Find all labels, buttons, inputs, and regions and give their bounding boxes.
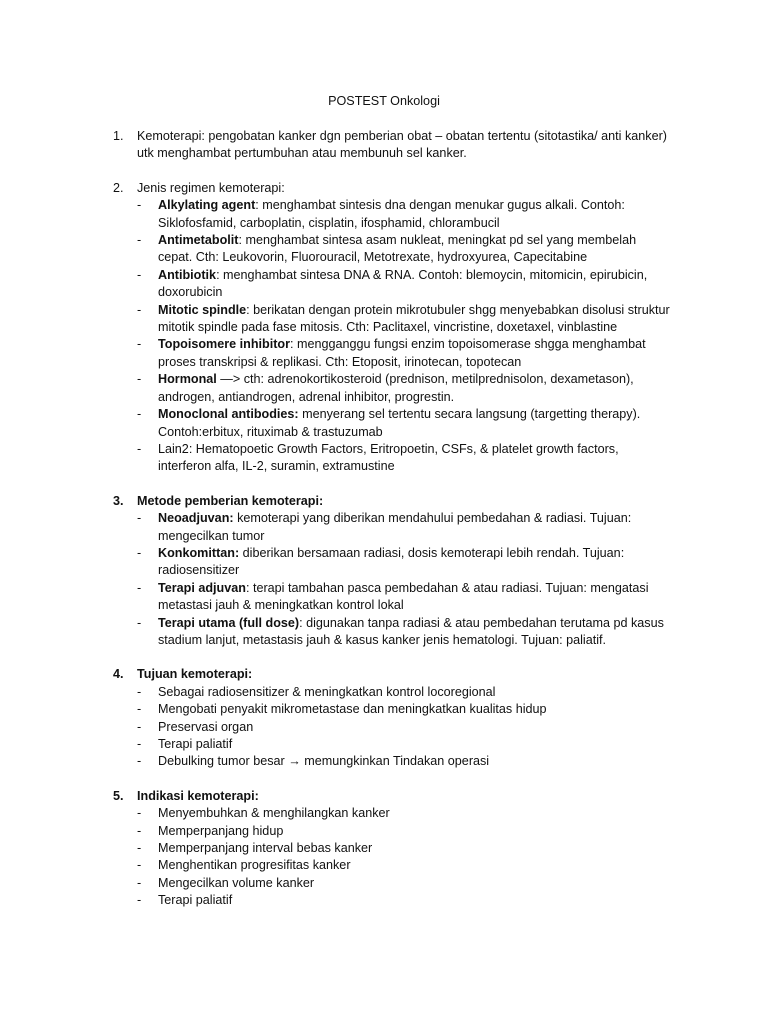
dash-bullet: - <box>137 545 142 560</box>
list-item <box>137 371 673 406</box>
item-text: : menghambat sintesis dna dengan menukar gugus alkali. Contoh: Siklofosfamid, carboplatin, cisplatin, ifosphamid, chlorambucil <box>158 198 625 230</box>
item-text: Terapi paliatif <box>158 893 233 908</box>
item-term: Mitotic spindle <box>158 302 247 317</box>
dash-bullet: - <box>137 337 142 352</box>
section-number: 3. <box>113 493 124 508</box>
list-item <box>137 719 673 736</box>
item-text: Mengobati penyakit mikrometastase dan meningkatkan kualitas hidup <box>158 702 547 717</box>
document-title: POSTEST Onkologi <box>328 94 440 108</box>
list-item <box>137 441 673 476</box>
list-item <box>137 857 673 874</box>
dash-bullet: - <box>137 233 142 248</box>
section-number: 4. <box>113 667 124 682</box>
list-item <box>137 545 673 580</box>
dash-bullet: - <box>137 806 142 821</box>
dash-bullet: - <box>137 302 142 317</box>
dash-bullet: - <box>137 719 142 734</box>
bullet-list <box>137 684 673 771</box>
dash-bullet: - <box>137 754 142 769</box>
list-item <box>137 840 673 857</box>
item-text: Terapi paliatif <box>158 737 233 751</box>
dash-bullet: - <box>137 580 142 595</box>
list-item <box>137 197 673 232</box>
item-term: Terapi adjuvan <box>158 580 246 595</box>
item-text: : mengganggu fungsi enzim topoisomerase shgga menghambat proses transkripsi & replikasi. Cth: Etoposit, irinotecan, topotecan <box>158 337 646 369</box>
section-2 <box>113 180 673 476</box>
dash-bullet: - <box>137 893 142 908</box>
list-item <box>137 302 673 337</box>
item-text: Sebagai radiosensitizer & meningkatkan kontrol locoregional <box>158 684 496 699</box>
dash-bullet: - <box>137 875 142 890</box>
item-text: : menghambat sintesa asam nukleat, meningkat pd sel yang membelah cepat. Cth: Leukovorin, Fluorouracil, Metotrexate, hydroxyurea, Capecitabine <box>158 233 637 265</box>
item-text: : menghambat sintesa DNA & RNA. Contoh: blemoycin, mitomicin, epirubicin, doxorubicin <box>158 267 648 300</box>
dash-bullet: - <box>137 407 142 422</box>
item-text: menyerang sel tertentu secara langsung (targetting therapy). Contoh:erbitux, rituximab & trastuzumab <box>158 407 641 439</box>
list-item <box>137 267 673 302</box>
dash-bullet: - <box>137 267 142 282</box>
section-number: 2. <box>113 180 124 195</box>
list-item <box>137 892 673 909</box>
item-term: Terapi utama (full dose) <box>158 615 300 630</box>
item-text: Memperpanjang interval bebas kanker <box>158 841 373 856</box>
item-text: Menyembuhkan & menghilangkan kanker <box>158 806 390 821</box>
list-item <box>137 406 673 441</box>
dash-bullet: - <box>137 702 142 717</box>
item-text: Debulking tumor besar → memungkinkan Tindakan operasi <box>158 754 490 769</box>
item-term: Neoadjuvan: <box>158 511 234 526</box>
dash-bullet: - <box>137 823 142 838</box>
list-item <box>137 615 673 650</box>
item-text: Lain2: Hematopoetic Growth Factors, Eritropoetin, CSFs, & platelet growth factors, interferon alfa, IL-2, suramin, extramustine <box>158 441 619 474</box>
item-text: : terapi tambahan pasca pembedahan & atau radiasi. Tujuan: mengatasi metastasi jauh & meningkatkan kontrol lokal <box>158 580 649 613</box>
section-heading: Jenis regimen kemoterapi: <box>137 180 285 195</box>
section-3 <box>113 493 673 650</box>
item-term: Antibiotik <box>158 267 217 282</box>
section-4 <box>113 666 673 770</box>
item-term: Hormonal <box>158 372 217 387</box>
document-body <box>113 128 673 927</box>
list-item <box>137 580 673 615</box>
section-heading: Metode pemberian kemoterapi: <box>137 493 324 508</box>
bullet-list <box>137 805 673 909</box>
item-term: Konkomittan: <box>158 545 240 560</box>
item-text: kemoterapi yang diberikan mendahului pembedahan & radiasi. Tujuan: mengecilkan tumor <box>158 511 632 543</box>
item-text: Preservasi organ <box>158 719 254 734</box>
dash-bullet: - <box>137 841 142 856</box>
list-item <box>137 232 673 267</box>
list-item <box>137 336 673 371</box>
list-item <box>137 736 673 753</box>
dash-bullet: - <box>137 511 142 526</box>
section-heading: Indikasi kemoterapi: <box>137 788 259 803</box>
bullet-list <box>137 197 673 476</box>
dash-bullet: - <box>137 684 142 699</box>
section-number: 5. <box>113 788 124 803</box>
item-term: Alkylating agent <box>158 198 256 213</box>
dash-bullet: - <box>137 615 142 630</box>
list-item <box>137 805 673 822</box>
list-item <box>137 701 673 718</box>
item-text: : digunakan tanpa radiasi & atau pembedahan terutama pd kasus stadium lanjut, metastasis jauh & kasus kanker jenis hematologi. Tujuan: paliatif. <box>158 615 664 647</box>
dash-bullet: - <box>137 372 142 387</box>
item-text: —> cth: adrenokortikosteroid (prednison, metilprednisolon, dexametason), androgen, antiandrogen, adrenal inhibitor, progrestin. <box>158 372 634 404</box>
section-heading: Tujuan kemoterapi: <box>137 667 253 682</box>
list-item <box>137 684 673 701</box>
section-text: Kemoterapi: pengobatan kanker dgn pemberian obat – obatan tertentu (sitotastika/ anti kanker) utk menghambat pertumbuhan atau membunuh sel kanker. <box>137 129 667 161</box>
list-item <box>137 875 673 892</box>
item-term: Topoisomere inhibitor <box>158 337 291 352</box>
section-5 <box>113 788 673 910</box>
item-text: Memperpanjang hidup <box>158 823 284 838</box>
list-item <box>137 823 673 840</box>
item-term: Antimetabolit <box>158 233 239 248</box>
item-text: Mengecilkan volume kanker <box>158 875 315 890</box>
bullet-list <box>137 510 673 649</box>
item-text: : berikatan dengan protein mikrotubuler shgg menyebabkan disolusi struktur mitotik spindle pada fase mitosis. Cth: Paclitaxel, vincristine, doxetaxel, vinblastine <box>158 302 670 335</box>
section-1 <box>113 128 673 163</box>
dash-bullet: - <box>137 858 142 873</box>
item-term: Monoclonal antibodies: <box>158 407 299 422</box>
dash-bullet: - <box>137 441 142 456</box>
list-item <box>137 753 673 770</box>
list-item <box>137 510 673 545</box>
item-text: diberikan bersamaan radiasi, dosis kemoterapi lebih rendah. Tujuan: radiosensitizer <box>158 545 625 578</box>
dash-bullet: - <box>137 737 142 751</box>
item-text: Menghentikan progresifitas kanker <box>158 858 351 873</box>
section-number: 1. <box>113 129 124 143</box>
dash-bullet: - <box>137 198 142 213</box>
